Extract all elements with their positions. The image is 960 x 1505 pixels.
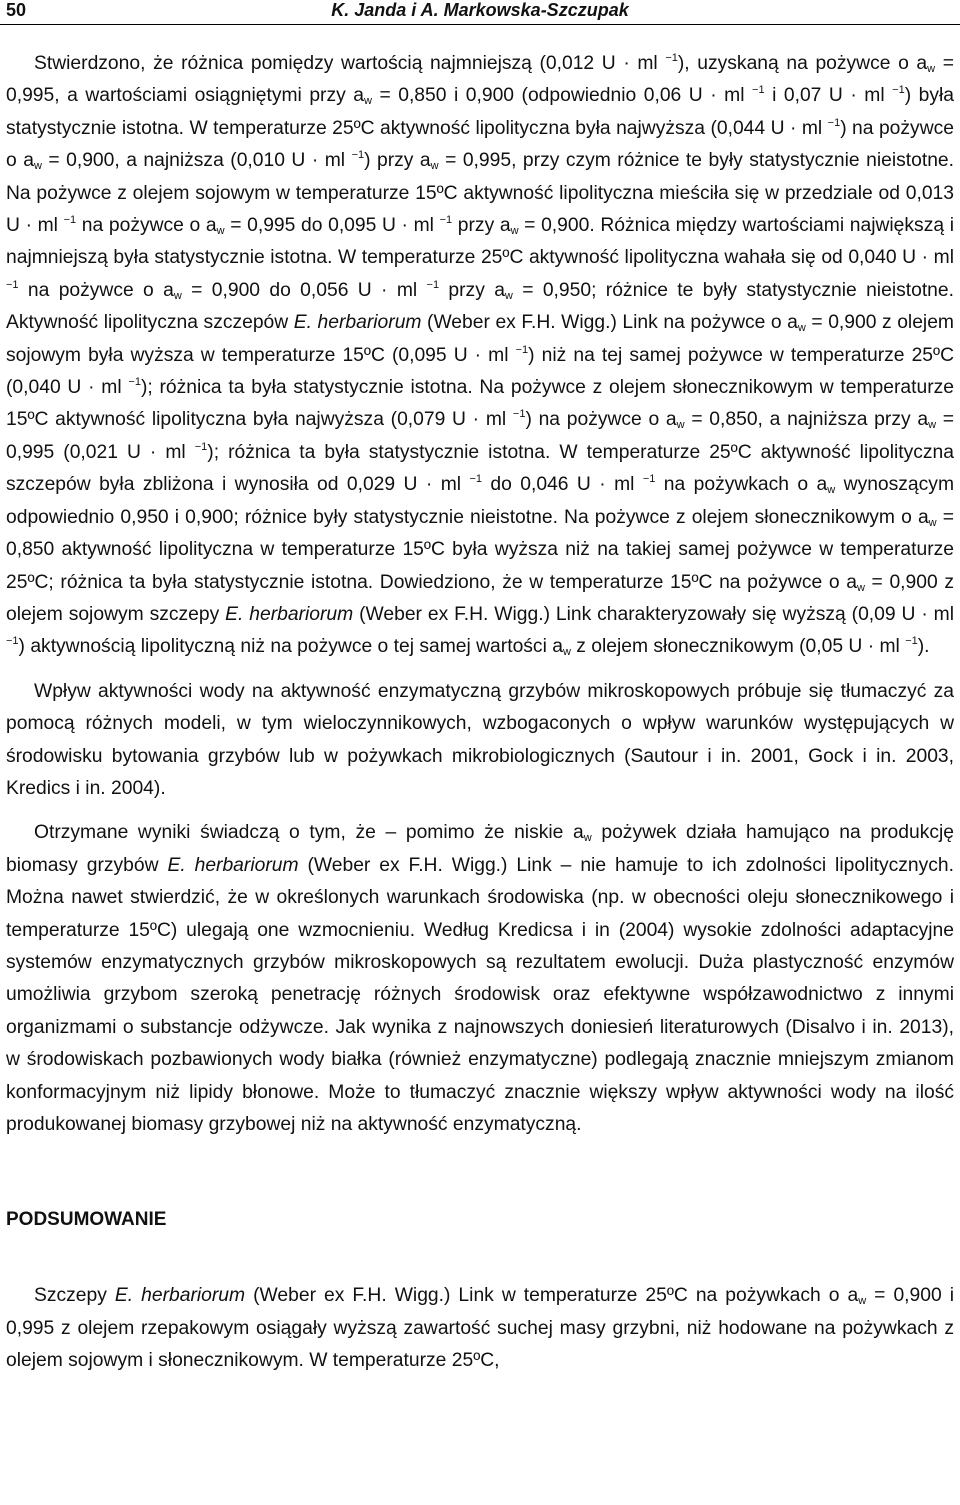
running-title: K. Janda i A. Markowska-Szczupak <box>331 0 629 20</box>
page-header <box>0 0 960 25</box>
section-heading: PODSUMOWANIE <box>6 1209 167 1231</box>
body-paragraph-2: Wpływ aktywności wody na aktywność enzymatyczną grzybów mikroskopowych próbuje się tłumaczyć za pomocą różnych modeli, w tym wieloczynnikowych, wzbogaconych o wpływ warunków występujących w środowisku bytowania grzybów lub w pożywkach mikrobiologicznych (Sautour i in. 2001, Gock i in. 2003, Kredics i in. 2004). <box>6 680 954 799</box>
page-number: 50 <box>6 0 27 20</box>
page-body <box>6 48 954 1378</box>
body-paragraph-3: Otrzymane wyniki świadczą o tym, że – pomimo że niskie $a_w$ pożywek działa hamująco na produkcję biomasy grzybów E. herbariorum (Weber ex F.H. Wigg.) Link – nie hamuje to ich zdolności lipolitycznych. Można nawet stwierdzić, że w określonych warunkach środowiska (np. w obecności oleju słonecznikowego i temperaturze 15ºC) ulegają one wzmocnieniu. Według Kredicsa i in (2004) wysokie zdolności adaptacyjne systemów enzymatycznych grzybów mikroskopowych są rezultatem ewolucji. Duża plastyczność enzymów umożliwia grzybom szeroką penetrację różnych środowisk oraz efektywne współzawodnictwo z innymi organizmami o substancje odżywcze. Jak wynika z najnowszych doniesień literaturowych (Disalvo i in. 2013), w środowiskach pozbawionych wody białka (również enzymatyczne) podlegają znacznie mniejszym zmianom konformacyjnym niż lipidy błonowe. Może to tłumaczyć znacznie większy wpływ aktywności wody na ilość produkowanej biomasy grzybowej niż na aktywność enzymatyczną. <box>6 822 954 1135</box>
body-paragraph-1: Stwierdzono, że różnica pomiędzy wartością najmniejszą (0,012 U · ml $^{-1}$), uzyskaną na pożywce o $a_w = 0,995$, a wartościami osiągniętymi przy $a_w = 0,850$ i 0,900 (odpowiednio 0,06 U · ml $^{-1}$ i 0,07 U · ml $^{-1}$) była statystycznie istotna. W temperaturze 25ºC aktywność lipolityczna była najwyższa (0,044 U · ml $^{-1}$) na pożywce o $a_w = 0,900$, a najniższa (0,010 U · ml $^{-1}$) przy $a_w = 0,995$, przy czym różnice te były statystycznie nieistotne. Na pożywce z olejem sojowym w temperaturze 15ºC aktywność lipolityczna mieściła się w przedziale od 0,013 U · ml $^{-1}$ na pożywce o $a_w = 0,995$ do 0,095 U · ml $^{-1}$ przy $a_w = 0,900$. Różnica między wartościami największą i najmniejszą była statystycznie istotna. W temperaturze 25ºC aktywność lipolityczna wahała się od 0,040 U · ml $^{-1}$ na pożywce o $a_w = 0,900$ do 0,056 U · ml $^{-1}$ przy $a_w = 0,950$; różnice te były statystycznie nieistotne. Aktywność lipolityczna szczepów E. herbariorum (Weber ex F.H. Wigg.) Link na pożywce o $a_w = 0,900$ z olejem sojowym była wyższa w temperaturze 15ºC (0,095 U · ml $^{-1}$) niż na tej samej pożywce w temperaturze 25ºC (0,040 U · ml $^{-1}$); różnica ta była statystycznie istotna. Na pożywce z olejem słonecznikowym w temperaturze 15ºC aktywność lipolityczna była najwyższa (0,079 U · ml $^{-1}$) na pożywce o $a_w = 0,850$, a najniższa przy $a_w = 0,995$ (0,021 U · ml $^{-1}$); różnica ta była statystycznie istotna. W temperaturze 25ºC aktywność lipolityczna szczepów była zbliżona i wynosiła od 0,029 U · ml $^{-1}$ do 0,046 U · ml $^{-1}$ na pożywkach o $a_w$ wynoszącym odpowiednio 0,950 i 0,900; różnice były statystycznie nieistotne. Na pożywce z olejem słonecznikowym o $a_w = 0,850$ aktywność lipolityczna w temperaturze 15ºC była wyższa niż na takiej samej pożywce w temperaturze 25ºC; różnica ta była statystycznie istotna. Dowiedziono, że w temperaturze 15ºC na pożywce o $a_w = 0,900$ z olejem sojowym szczepy E. herbariorum (Weber ex F.H. Wigg.) Link charakteryzowały się wyższą (0,09 U · ml $^{-1}$) aktywnością lipolityczną niż na pożywce o tej samej wartości $a_w$ z olejem słonecznikowym (0,05 U · ml $^{-1}$). <box>6 52 955 659</box>
summary-paragraph: Szczepy E. herbariorum (Weber ex F.H. Wigg.) Link w temperaturze 25ºC na pożywkach o $a_w = 0,900$ i 0,995 z olejem rzepakowym osiągały wyższą zawartość suchej masy grzybni, niż hodowane na pożywkach z olejem sojowym i słonecznikowym. W temperaturze 25ºC, <box>6 1285 955 1372</box>
